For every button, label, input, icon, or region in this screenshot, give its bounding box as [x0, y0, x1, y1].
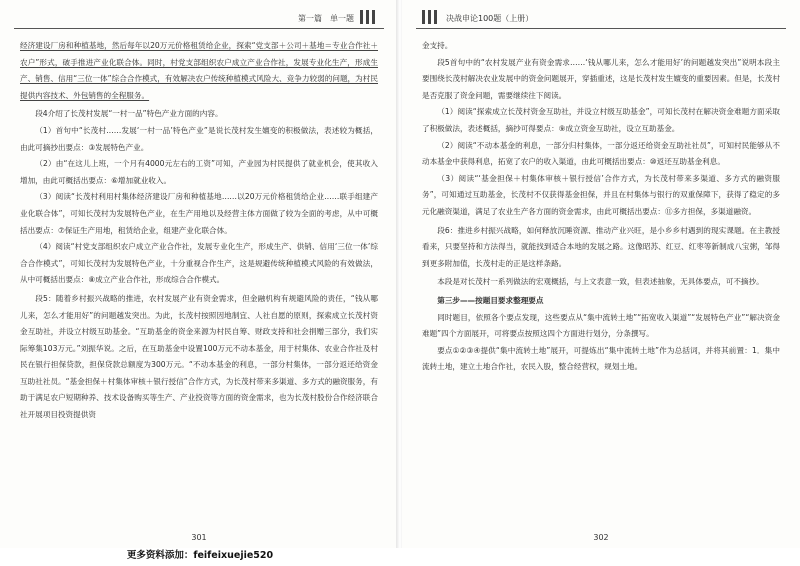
paragraph: （3）阅读“‘基金担保＋村集体审核＋银行授信’合作方式，为长茂村带来多渠道、多方式的融资服务”，可知通过互助基金，长茂村不仅获得基金担保，并且在村集体与银行的双重保障下，获得了稳定的多元化融资渠道，满足了农业生产各方面的资金需求，由此可概括出要点：⑪多方担保，多渠道融资。: [422, 173, 780, 216]
page-number-right: 302: [593, 533, 609, 542]
right-page-body: [422, 38, 780, 376]
paragraph: （2）阅读“不动本基金的利息，一部分归村集体，一部分返还给资金互助社社员”，可知村民能够从不动本基金中获得利息，拓宽了农户的收入渠道，由此可概括出要点：⑩返还互助基金利息。: [422, 140, 780, 167]
paragraph: （2）由“在这儿上班，一个月有4000元左右的工资”可知，产业园为村民提供了就业机会，使其收入增加，由此可概括出要点：⑥增加就业收入。: [20, 159, 378, 185]
header-bar-icon: [360, 10, 378, 24]
paragraph: 金支持。: [422, 41, 453, 50]
footer-note: 更多资料添加：feifeixuejie520: [126, 550, 274, 561]
paragraph: 段5首句中的“农村发展产业有资金需求……‘钱从哪儿来，怎么才能用好’的问题越发突出”说明本段主要围绕长茂村解决农业发展中的资金问题展开，穿插重述，这是长茂村发生嬗变的重要因素。但是，长茂村是否克服了资金问题，需要继续往下阅读。: [422, 57, 780, 100]
left-page-body: [20, 38, 378, 424]
right-page-header: [416, 6, 786, 29]
paragraph: 段4介绍了长茂村发展“一村一品”特色产业方面的内容。: [35, 109, 223, 119]
left-page-header: [14, 6, 384, 29]
paragraph: （4）阅读“村党支部组织农户成立产业合作社，发展专业化生产，形成生产、供销、信用‘三位一体’综合合作模式”，可知长茂村为发展特色产业，十分重视合作生产，这是规避传统种植模式风险的有效做法，从中可概括出要点：⑧成立产业合作社，形成综合合作模式。: [20, 242, 378, 285]
left-page: [0, 0, 398, 548]
left-header-title: 第一篇 单一题: [298, 14, 354, 23]
paragraph: 本段是对长茂村一系列做法的宏观概括，与上文表意一致，但表述抽象，无具体要点，可不摘抄。: [437, 277, 764, 287]
right-page: [402, 0, 800, 548]
paragraph: 同时题目，依照各个要点发现，这些要点从“集中流转土地”“拓宽收入渠道”“发展特色产业”“解决资金难题”四个方面展开，可将要点按照这四个方面进行划分，分条撰写。: [422, 312, 780, 339]
paragraph: （1）阅读“探索成立长茂村资金互助社，并设立村级互助基金”，可知长茂村在解决资金难题方面采取了积极做法，表述概括，摘抄可得要点：⑨成立资金互助社，设立互助基金。: [422, 107, 780, 133]
page-number-left: 301: [191, 533, 207, 542]
paragraph: 经济建设厂房和种植基地，然后每年以20万元价格租赁给企业，探索“党支部＋公司＋基地＝专业合作社＋农户”形式，破手推进产业化联合体。同时，村党支部组织农户成立产业合作社，发展专业化生产，形成生产、销售、信用“三位一体”综合合作模式，有效解决农户传统种植模式风险大、竞争力较弱的问题，为村民提供内容技术、外包销售的全程服务。: [20, 41, 378, 100]
paragraph: 段6：推进乡村振兴战略，如何释放沉睡资源、推动产业兴旺，是小乡乡村遇到的现实课题。在主教授看来，只要坚持和方法得当，就能找到适合本地的发展之路。这像昭苏、红豆、红枣等新制成八宝粥，邹得到更多附加值，长茂村走的正是这样条路。: [422, 225, 780, 268]
header-bar-icon: [422, 10, 440, 24]
paragraph: 要点①②③④提供“集中流转土地”展开，可提炼出“集中流转土地”作为总括词，并将其前置：1．集中流转土地，建立土地合作社，农民入股，整合经营权，规划土地。: [422, 345, 780, 372]
paragraph: （1）首句中“长茂村……发展‘一村一品’特色产业”是说长茂村发生嬗变的积极做法，表述较为概括，由此可摘抄出要点：③发展特色产业。: [20, 125, 378, 152]
section-heading: 第三步——按题目要求整理要点: [437, 295, 544, 305]
paragraph: （3）阅读“长茂村利用村集体经济建设厂房和种植基地……以20万元价格租赁给企业……联手组建产业化联合体”，可知长茂村为发展特色产业，在生产用地以及经营主体方面做了较为全面的考虑，从中可概括出要点：⑦保证生产用地，租赁给企业，组建产业化联合体。: [20, 192, 378, 235]
right-header-title: 决战申论100题（上册）: [446, 14, 534, 23]
paragraph: 段5：随着乡村振兴战略的推进，农村发展产业有资金需求，但金融机构有规避风险的责任，“钱从哪儿来，怎么才能用好”的问题越发突出。为此，长茂村按照因地制宜、人社自愿的原则，探索成立长茂村资金互助社，并设立村级互助基金。“互助基金的资金来源为村民自筹、财政支持和社会捐赠三部分，我们实际筹集103万元。”刘振华说。之后，在互助基金中设置100万元不动本基金，用于村集体、农业合作社及村民在银行担保贷款，担保贷款总额度为300万元。“不动本基金的利息，一部分村集体，一部分返还给资金互助社社员。“基金担保＋村集体审核＋银行授信”合作方式，为长茂村带来多渠道、多方式的融资服务，有助于满足农户短期种养、技术设备购买等生产、产业投资等方面的资金需求，也为长茂村股份合作经济联合社开展项目投资提供资: [20, 293, 378, 420]
